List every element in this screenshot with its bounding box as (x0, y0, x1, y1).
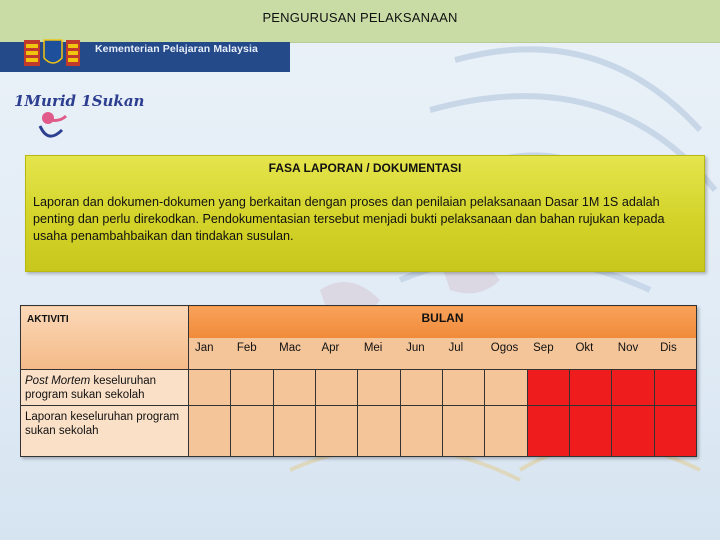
month-header-nov: Nov (612, 338, 654, 370)
month-cell (612, 406, 654, 457)
month-cell (400, 406, 442, 457)
activity-label-text: keseluruhan program sukan sekolah (25, 375, 157, 401)
month-cell (315, 370, 357, 406)
brand-logo-text: 1Murid 1Sukan (14, 92, 145, 110)
month-cell (189, 406, 231, 457)
month-cell (654, 406, 696, 457)
table-row (21, 406, 697, 457)
month-header-jul: Jul (442, 338, 484, 370)
table-row (21, 370, 697, 406)
month-cell (358, 370, 400, 406)
header-bar (0, 0, 720, 43)
month-cell (527, 370, 569, 406)
info-panel (25, 155, 705, 272)
ministry-name: Kementerian Pelajaran Malaysia (95, 43, 258, 55)
month-cell (569, 406, 611, 457)
month-cell (612, 370, 654, 406)
page-title: PENGURUSAN PELAKSANAAN (262, 10, 458, 25)
table-header-row (21, 306, 697, 338)
month-cell (485, 406, 527, 457)
month-cell (569, 370, 611, 406)
activity-schedule-table (20, 305, 697, 457)
month-cell (485, 370, 527, 406)
month-header-sep: Sep (527, 338, 569, 370)
month-header-apr: Apr (315, 338, 357, 370)
month-cell (273, 406, 315, 457)
month-header-dis: Dis (654, 338, 696, 370)
month-header-jun: Jun (400, 338, 442, 370)
month-header-jan: Jan (189, 338, 231, 370)
month-cell (442, 370, 484, 406)
month-cell (231, 406, 273, 457)
month-header-mac: Mac (273, 338, 315, 370)
month-group-header: BULAN (189, 306, 697, 338)
month-cell (315, 406, 357, 457)
month-cell (442, 406, 484, 457)
activity-column-header: AKTIVITI (21, 306, 189, 370)
info-panel-body: Laporan dan dokumen-dokumen yang berkaitan dengan proses dan penilaian pelaksanaan Dasar 1M 1S adalah penting dan perlu direkodkan. Pendokumentasian tersebut menjadi bukti pelaksanaan dan bahan rujukan kepada usaha penambahbaikan dan tindakan susulan. (33, 195, 665, 243)
activity-label (21, 406, 189, 457)
brand-logo-icon (10, 86, 145, 146)
month-cell (654, 370, 696, 406)
month-cell (273, 370, 315, 406)
month-cell (527, 406, 569, 457)
month-cell (358, 406, 400, 457)
info-panel-title: FASA LAPORAN / DOKUMENTASI (268, 161, 462, 175)
month-header-okt: Okt (569, 338, 611, 370)
month-header-ogos: Ogos (485, 338, 527, 370)
month-header-feb: Feb (231, 338, 273, 370)
month-cell (400, 370, 442, 406)
activity-label-text: Laporan keseluruhan program sukan sekolah (25, 411, 180, 437)
activity-label-emphasis: Post Mortem (25, 375, 91, 387)
activity-label (21, 370, 189, 406)
month-cell (231, 370, 273, 406)
crest-icon (22, 36, 82, 72)
month-header-mei: Mei (358, 338, 400, 370)
month-cell (189, 370, 231, 406)
